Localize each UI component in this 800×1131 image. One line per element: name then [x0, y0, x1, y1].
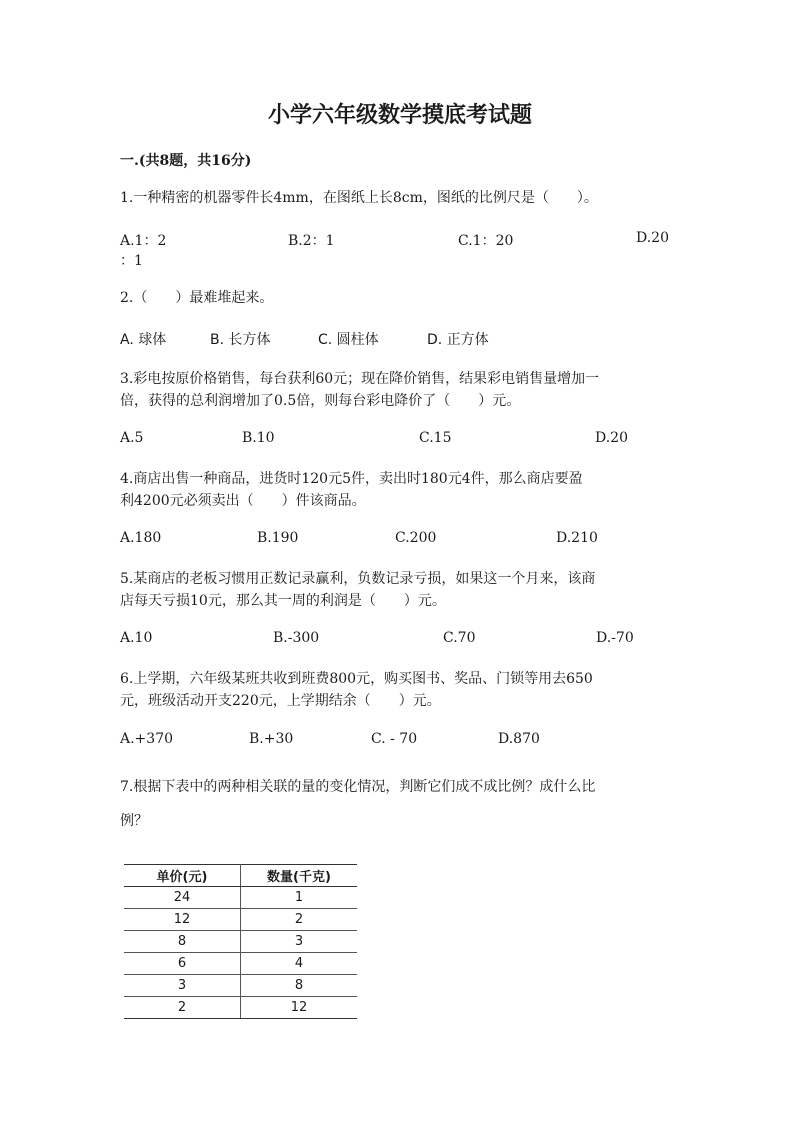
table-row: [124, 953, 357, 975]
option-b: B.190: [257, 530, 299, 546]
table-row: [124, 909, 357, 931]
question-stem: 2.（ ）最难堆起来。: [120, 290, 274, 306]
option-c: C.1：20: [458, 233, 514, 249]
option-d: D.20: [595, 430, 628, 446]
option-c: C. - 70: [371, 731, 418, 747]
option-a: A.5: [120, 430, 144, 446]
table-header-cell: 单价(元): [124, 865, 241, 887]
table-row: [124, 931, 357, 953]
table-header-cell: 数量(千克): [241, 865, 358, 887]
option-b: B.-300: [273, 630, 320, 646]
option-d: D.870: [498, 731, 540, 747]
option-c: C. 圆柱体: [318, 332, 379, 348]
table-cell: 8: [241, 975, 358, 997]
table-cell: 8: [124, 931, 241, 953]
option-d: D.-70: [596, 630, 634, 646]
option-a: A. 球体: [120, 332, 167, 348]
question-4: [120, 468, 680, 512]
question-1: [120, 187, 680, 209]
table-cell: 6: [124, 953, 241, 975]
question-7: [120, 770, 680, 838]
table-cell: 24: [124, 887, 241, 909]
option-a: A.+370: [120, 731, 174, 747]
table-cell: 1: [241, 887, 358, 909]
table-cell: 3: [241, 931, 358, 953]
option-d-wrap: ：1: [120, 253, 143, 269]
question-stem: 1.一种精密的机器零件长4mm，在图纸上长8cm，图纸的比例尺是（ ）。: [120, 190, 598, 206]
question-stem-line-1: 4.商店出售一种商品，进货时120元5件，卖出时180元4件，那么商店要盈: [120, 471, 583, 487]
option-b: B.2：1: [288, 233, 335, 249]
question-5: [120, 568, 680, 612]
page-title: 小学六年级数学摸底考试题: [267, 102, 532, 128]
option-b: B. 长方体: [210, 332, 271, 348]
question-stem-line-2: 例？: [120, 813, 148, 829]
option-d: D.20: [636, 230, 669, 246]
table-row: [124, 997, 357, 1019]
question-3: [120, 368, 680, 412]
option-d: D. 正方体: [427, 332, 489, 348]
question-stem-line-1: 6.上学期，六年级某班共收到班费800元，购买图书、奖品、门锁等用去650: [120, 671, 593, 687]
question-2: [120, 287, 680, 309]
section-heading: 一.(共8题，共16分): [120, 153, 252, 169]
option-a: A.180: [120, 530, 162, 546]
question-stem-line-2: 店每天亏损10元，那么其一周的利润是（ ）元。: [120, 593, 446, 609]
data-table: [124, 864, 357, 1019]
question-6: [120, 668, 680, 712]
option-d: D.210: [556, 530, 598, 546]
option-a: A.1：2: [120, 233, 167, 249]
table-cell: 2: [124, 997, 241, 1019]
option-b: B.+30: [249, 731, 294, 747]
table-row: [124, 975, 357, 997]
table-cell: 12: [241, 997, 358, 1019]
table-cell: 4: [241, 953, 358, 975]
table-cell: 2: [241, 909, 358, 931]
option-c: C.15: [419, 430, 452, 446]
question-stem-line-1: 3.彩电按原价格销售，每台获利60元；现在降价销售，结果彩电销售量增加一: [120, 371, 600, 387]
table-row: [124, 887, 357, 909]
question-stem-line-1: 5.某商店的老板习惯用正数记录赢利，负数记录亏损，如果这一个月来，该商: [120, 571, 596, 587]
question-stem-line-2: 倍，获得的总利润增加了0.5倍，则每台彩电降价了（ ）元。: [120, 393, 521, 409]
option-a: A.10: [120, 630, 153, 646]
question-stem-line-1: 7.根据下表中的两种相关联的量的变化情况，判断它们成不成比例？成什么比: [120, 779, 596, 795]
option-c: C.70: [443, 630, 476, 646]
option-b: B.10: [242, 430, 275, 446]
table-header-row: [124, 865, 357, 887]
option-c: C.200: [395, 530, 437, 546]
question-stem-line-2: 元，班级活动开支220元，上学期结余（ ）元。: [120, 693, 441, 709]
table-cell: 12: [124, 909, 241, 931]
table-cell: 3: [124, 975, 241, 997]
question-stem-line-2: 利4200元必须卖出（ ）件该商品。: [120, 493, 366, 509]
